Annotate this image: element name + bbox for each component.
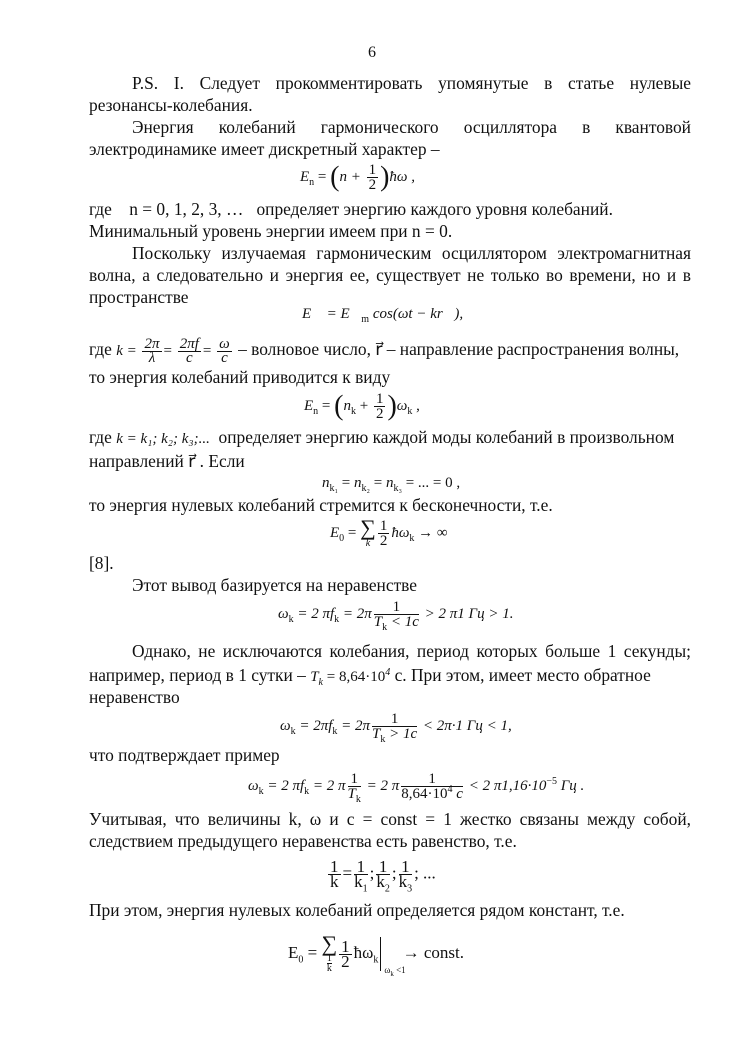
paragraph-line: Однако, не исключаются колебания, период которых больше 1 секунды; bbox=[132, 641, 691, 661]
formula-wavenumber: k = $\frac{2\pi}{\lambda}$ = $\frac{2\pi f}{c}$ = $\frac{\omega}{c}$ bbox=[116, 335, 230, 366]
paragraph-line: P.S. I. Следует прокомментировать упомянутые в статье нулевые bbox=[132, 73, 691, 93]
paragraph-line: Учитывая, что величины k, ω и c = const = 1 жестко связаны между собой, bbox=[89, 809, 691, 829]
paragraph-line: где k = $\frac{2\pi}{\lambda}$ = $\frac{2\pi f}{c}$ = $\frac{\omega}{c}$ – волновое число, r⃗ – направление распространения волны, bbox=[89, 335, 680, 366]
paragraph-line: пространстве bbox=[89, 287, 189, 307]
formula-mode-energy: $E_n = (n_k$ + $\frac{1}{2}$ )$\omega_k$ , bbox=[304, 390, 420, 422]
paragraph-line: [8]. bbox=[89, 553, 114, 573]
paragraph-line: то энергия нулевых колебаний стремится к бесконечности, т.е. bbox=[89, 495, 553, 515]
paragraph-line: волна, а следовательно и энергия ее, существует не только во времени, но и в bbox=[89, 265, 691, 285]
paragraph-line: где n = 0, 1, 2, 3, … определяет энергию каждого уровня колебаний. bbox=[89, 199, 613, 219]
paragraph-line: неравенство bbox=[89, 687, 180, 707]
formula-inequality-greater: $\omega_k = 2$ $\pi f_k = 2\pi$ $\frac{1}{T_k < 1c}$ > 2 π1 Гц > 1. bbox=[278, 599, 514, 633]
paragraph-line: Энергия колебаний гармонического осциллятора в квантовой bbox=[132, 117, 691, 137]
formula-k-equality: $\frac{1}{k}$ = $\frac{1}{k_1}$ ; $\frac{1}{k_2}$ ; $\frac{1}{k_3}$ ; ... bbox=[330, 857, 436, 895]
paragraph-line: то энергия колебаний приводится к виду bbox=[89, 367, 391, 387]
paragraph-line: Минимальный уровень энергии имеем при n = 0. bbox=[89, 221, 453, 241]
formula-energy-levels: $E_n = (n$ + $\frac{1}{2}$ )ħω , bbox=[300, 161, 416, 193]
page-number: 6 bbox=[368, 44, 376, 61]
paragraph-line: что подтверждает пример bbox=[89, 745, 280, 765]
formula-inequality-less: $\omega_k = 2\pi f_k = 2\pi$ $\frac{1}{T_k > 1c}$ < 2π·1 Гц < 1, bbox=[280, 711, 512, 745]
paragraph-line: например, период в 1 сутки – $T_k = 8,64\cdot 10^4$ с. При этом, имеет место обратное bbox=[89, 665, 651, 688]
formula-zero-modes: $n_{k_1} = n_{k_2} = n_{k_3}$ = ... = 0 , bbox=[322, 475, 461, 494]
paragraph-line: Этот вывод базируется на неравенстве bbox=[132, 575, 418, 595]
paragraph-line: электродинамике имеет дискретный характер – bbox=[89, 139, 440, 159]
formula-period: $T_k = 8,64\cdot 10^4$ bbox=[310, 667, 391, 688]
paragraph-line: где k = k₁; k₂; k₃;... определяет энергию каждой моды колебаний в произвольном bbox=[89, 427, 675, 447]
formula-example: $\omega_k = 2$ $\pi f_k = 2$ π $\frac{1}{T_k}$ = 2 π $\frac{1}{8,64\cdot 10^4 c}$ < 2 $\pi 1,16\cdot 10^{-5}$ Гц . bbox=[248, 771, 585, 805]
formula-zero-energy-const: $E_0$ = ∑ $\frac{1}{k}$ $\frac{1}{2}$ $ħ\omega_k$ $\omega_k <1$ → const. bbox=[288, 931, 465, 978]
paragraph-line: Поскольку излучаемая гармоническим осциллятором электромагнитная bbox=[132, 243, 691, 263]
paragraph-line: направлений r⃗ . Если bbox=[89, 451, 245, 471]
formula-wave: E⃗ = $E⃗_m$ cos(ωt − kr⃗), bbox=[302, 306, 464, 325]
paragraph-line: резонансы-колебания. bbox=[89, 95, 253, 115]
paragraph-line: При этом, энергия нулевых колебаний определяется рядом констант, т.е. bbox=[89, 900, 625, 920]
paragraph-line: следствием предыдущего неравенства есть равенство, т.е. bbox=[89, 831, 517, 851]
formula-zero-energy-infinite: $E_0$ = ∑ k $\frac{1}{2}$ $ħ\omega_k$ → ∞ bbox=[330, 515, 448, 549]
formula-k-set: k = k₁; k₂; k₃;... bbox=[116, 431, 210, 447]
